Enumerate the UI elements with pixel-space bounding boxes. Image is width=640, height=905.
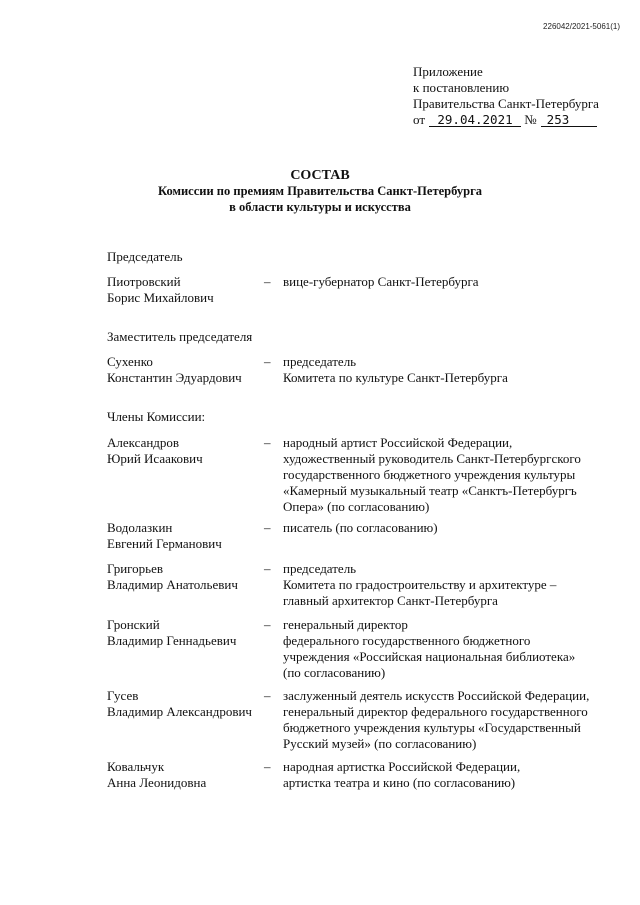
role-line: Комитета по градостроительству и архитектуре – [283, 577, 557, 592]
member-surname: Гронский [107, 617, 160, 632]
document-subtitle-1: Комиссии по премиям Правительства Санкт-Петербурга [158, 184, 482, 198]
role-line: заслуженный деятель искусств Российской Федерации, [283, 688, 590, 703]
member-surname: Александров [107, 435, 180, 450]
resolution-number: 253 [541, 113, 597, 127]
role-line: федерального государственного бюджетного [283, 633, 531, 648]
member-given-name: Владимир Анатольевич [107, 577, 238, 592]
appendix-line-2: к постановлению [413, 80, 510, 95]
role-line: генеральный директор [283, 617, 408, 632]
member-role [283, 435, 623, 515]
dash-separator: – [264, 520, 271, 535]
member-given-name: Владимир Геннадьевич [107, 633, 237, 648]
dash-separator: – [264, 561, 271, 576]
role-line: артистка театра и кино (по согласованию) [283, 775, 516, 790]
resolution-date: 29.04.2021 [429, 113, 521, 127]
member-surname: Григорьев [107, 561, 163, 576]
member-given-name: Владимир Александрович [107, 704, 252, 719]
member-given-name: Борис Михайлович [107, 290, 214, 305]
dash-separator: – [264, 354, 271, 369]
dash-separator: – [264, 688, 271, 703]
member-role [283, 520, 623, 536]
role-line: писатель (по согласованию) [283, 520, 438, 535]
member-name [107, 561, 267, 593]
role-line: бюджетного учреждения культуры «Государственный [283, 720, 581, 735]
role-line: (по согласованию) [283, 665, 386, 680]
document-subtitle-2: в области культуры и искусства [229, 200, 411, 214]
member-role [283, 354, 623, 386]
member-role [283, 688, 623, 752]
member-surname: Сухенко [107, 354, 153, 369]
document-heading: СОСТАВ [290, 168, 350, 183]
from-label: от [413, 112, 426, 127]
member-surname: Гусев [107, 688, 139, 703]
section-members: Члены Комиссии: [107, 409, 206, 424]
role-line: Комитета по культуре Санкт-Петербурга [283, 370, 508, 385]
number-label: № [524, 112, 537, 127]
role-line: генеральный директор федерального государственного [283, 704, 588, 719]
appendix-block [413, 64, 628, 128]
role-line: учреждения «Российская национальная библиотека» [283, 649, 576, 664]
role-line: народная артистка Российской Федерации, [283, 759, 521, 774]
member-role [283, 617, 623, 681]
role-line: Русский музей» (по согласованию) [283, 736, 477, 751]
member-name [107, 435, 267, 467]
role-line: вице-губернатор Санкт-Петербурга [283, 274, 479, 289]
member-name [107, 520, 267, 552]
dash-separator: – [264, 435, 271, 450]
member-role [283, 759, 623, 791]
role-line: «Камерный музыкальный театр «Санктъ-Петербургъ [283, 483, 577, 498]
role-line: государственного бюджетного учреждения культуры [283, 467, 576, 482]
member-surname: Пиотровский [107, 274, 181, 289]
member-name [107, 617, 267, 649]
member-name [107, 688, 267, 720]
member-role [283, 561, 623, 609]
member-surname: Ковальчук [107, 759, 165, 774]
appendix-line-1: Приложение [413, 64, 483, 79]
member-surname: Водолазкин [107, 520, 173, 535]
member-given-name: Евгений Германович [107, 536, 222, 551]
member-role [283, 274, 623, 290]
dash-separator: – [264, 759, 271, 774]
role-line: председатель [283, 561, 357, 576]
role-line: председатель [283, 354, 357, 369]
member-given-name: Анна Леонидовна [107, 775, 207, 790]
document-id: 226042/2021-5061(1) [543, 22, 620, 31]
member-name [107, 274, 267, 306]
appendix-line-3: Правительства Санкт-Петербурга [413, 96, 599, 111]
member-given-name: Юрий Исаакович [107, 451, 203, 466]
role-line: народный артист Российской Федерации, [283, 435, 513, 450]
member-given-name: Константин Эдуардович [107, 370, 242, 385]
dash-separator: – [264, 274, 271, 289]
role-line: Опера» (по согласованию) [283, 499, 430, 514]
member-name [107, 354, 267, 386]
role-line: художественный руководитель Санкт-Петербургского [283, 451, 581, 466]
appendix-date-line [413, 112, 628, 128]
member-name [107, 759, 267, 791]
dash-separator: – [264, 617, 271, 632]
role-line: главный архитектор Санкт-Петербурга [283, 593, 498, 608]
section-deputy: Заместитель председателя [107, 329, 253, 344]
section-chair: Председатель [107, 249, 183, 264]
